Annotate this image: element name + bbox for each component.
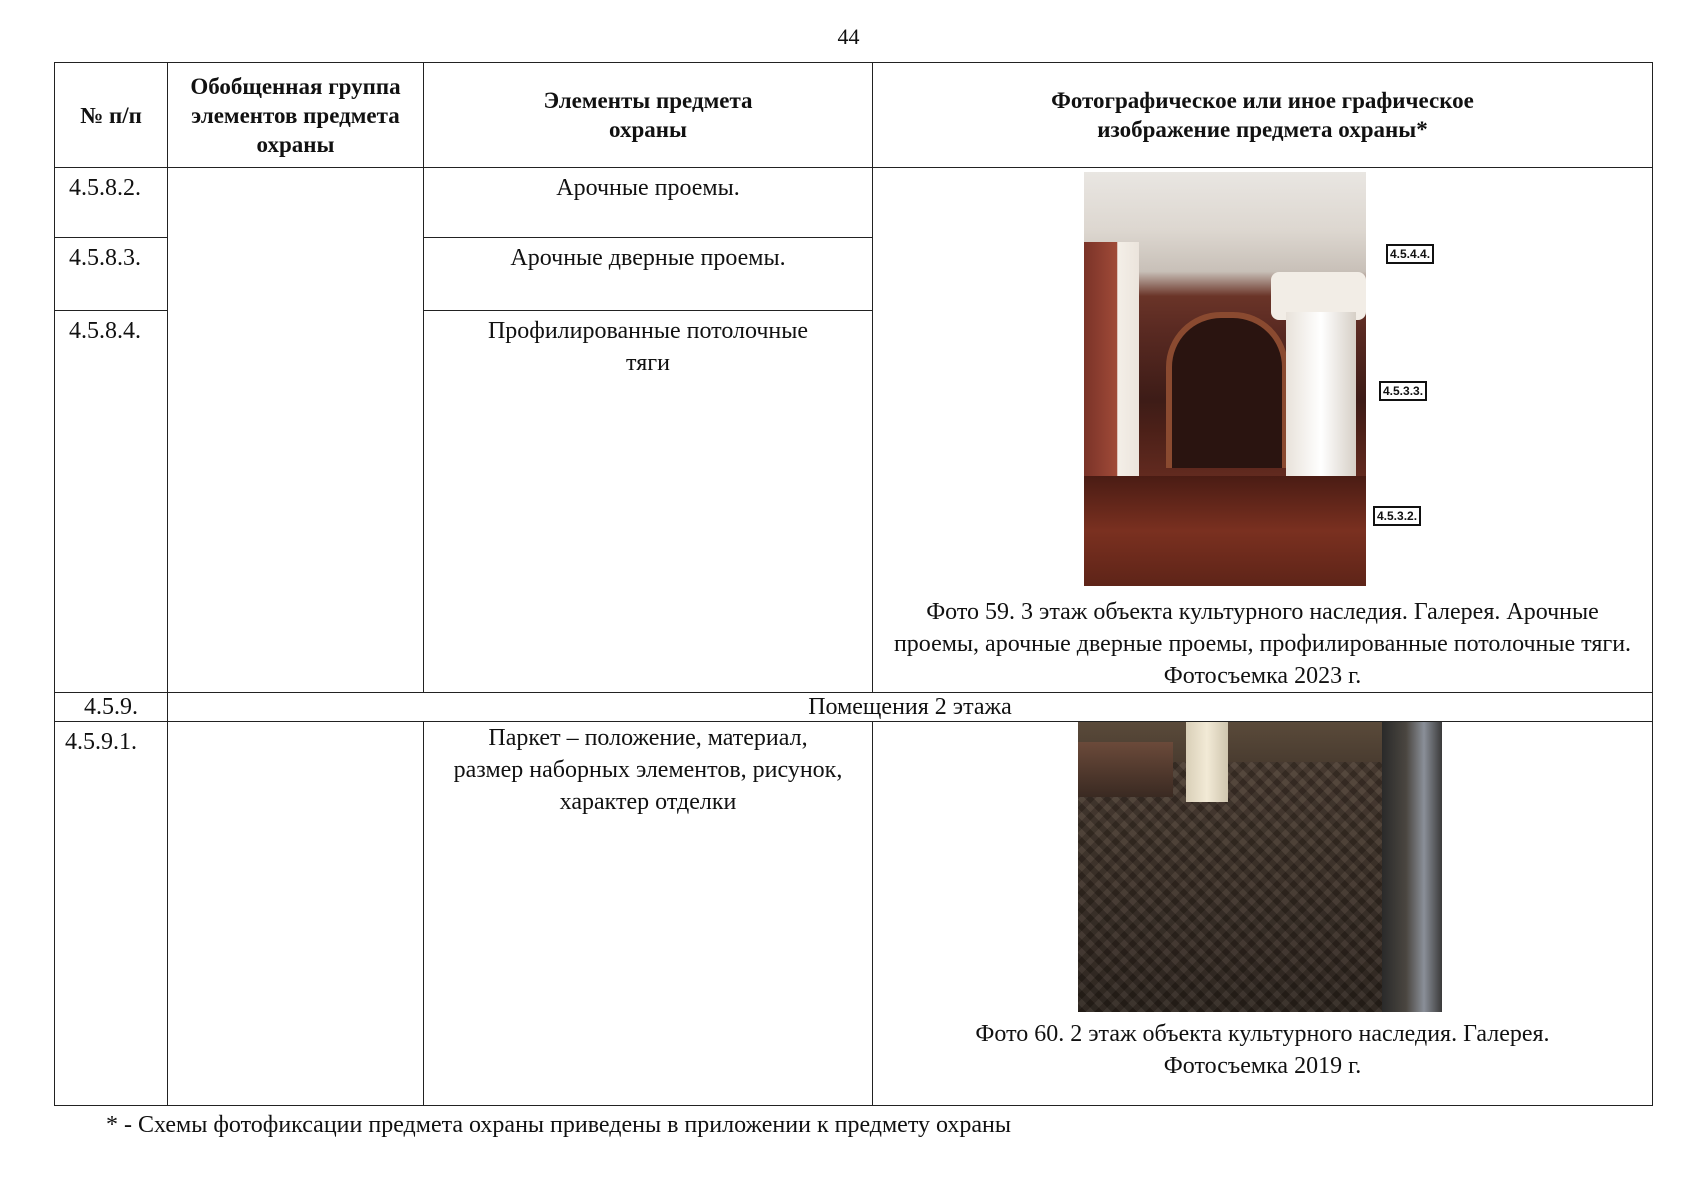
protection-table [54,62,1653,1106]
footnote: * - Схемы фотофиксации предмета охраны приведены в приложении к предмету охраны [106,1112,1012,1138]
row-element: Арочные дверные проемы. [424,238,873,310]
photo-cell-59 [873,168,1653,693]
header-group: Обобщенная группа элементов предмета охраны [168,63,424,168]
section-num: 4.5.9. [55,693,168,722]
header-elements: Элементы предмета охраны [424,63,873,168]
header-image: Фотографическое или иное графическое изображение предмета охраны* [873,63,1653,168]
row-element: Профилированные потолочные тяги [424,310,873,692]
group-cell [168,722,424,1106]
table-row [55,722,1653,1106]
callout-label-2: 4.5.3.3. [1379,381,1427,401]
row-num: 4.5.8.3. [55,238,168,310]
photo-60-caption: Фото 60. 2 этаж объекта культурного наследия. Галерея. Фотосъемка 2019 г. [975,1021,1550,1079]
section-row [55,693,1653,722]
row-num: 4.5.9.1. [55,722,168,1106]
page-number: 44 [837,24,860,49]
header-num: № п/п [55,63,168,168]
callout-label-1: 4.5.4.4. [1386,244,1434,264]
callout-label-3: 4.5.3.2. [1373,506,1421,526]
table-row [55,168,1653,238]
photo-59-caption: Фото 59. 3 этаж объекта культурного наследия. Галерея. Арочные проемы, арочные дверные проемы, профилированные потолочные тяги. Фотосъемка 2023 г. [893,599,1632,689]
row-num: 4.5.8.4. [55,310,168,692]
section-title: Помещения 2 этажа [168,693,1653,722]
group-cell [168,168,424,693]
row-element: Паркет – положение, материал, размер наборных элементов, рисунок, характер отделки [424,722,873,1106]
row-element: Арочные проемы. [424,168,873,238]
photo-60-image [1078,722,1442,1012]
photo-59-image [1084,172,1366,586]
photo-cell-60 [873,722,1653,1106]
row-num: 4.5.8.2. [55,168,168,238]
table-header-row [55,63,1653,168]
